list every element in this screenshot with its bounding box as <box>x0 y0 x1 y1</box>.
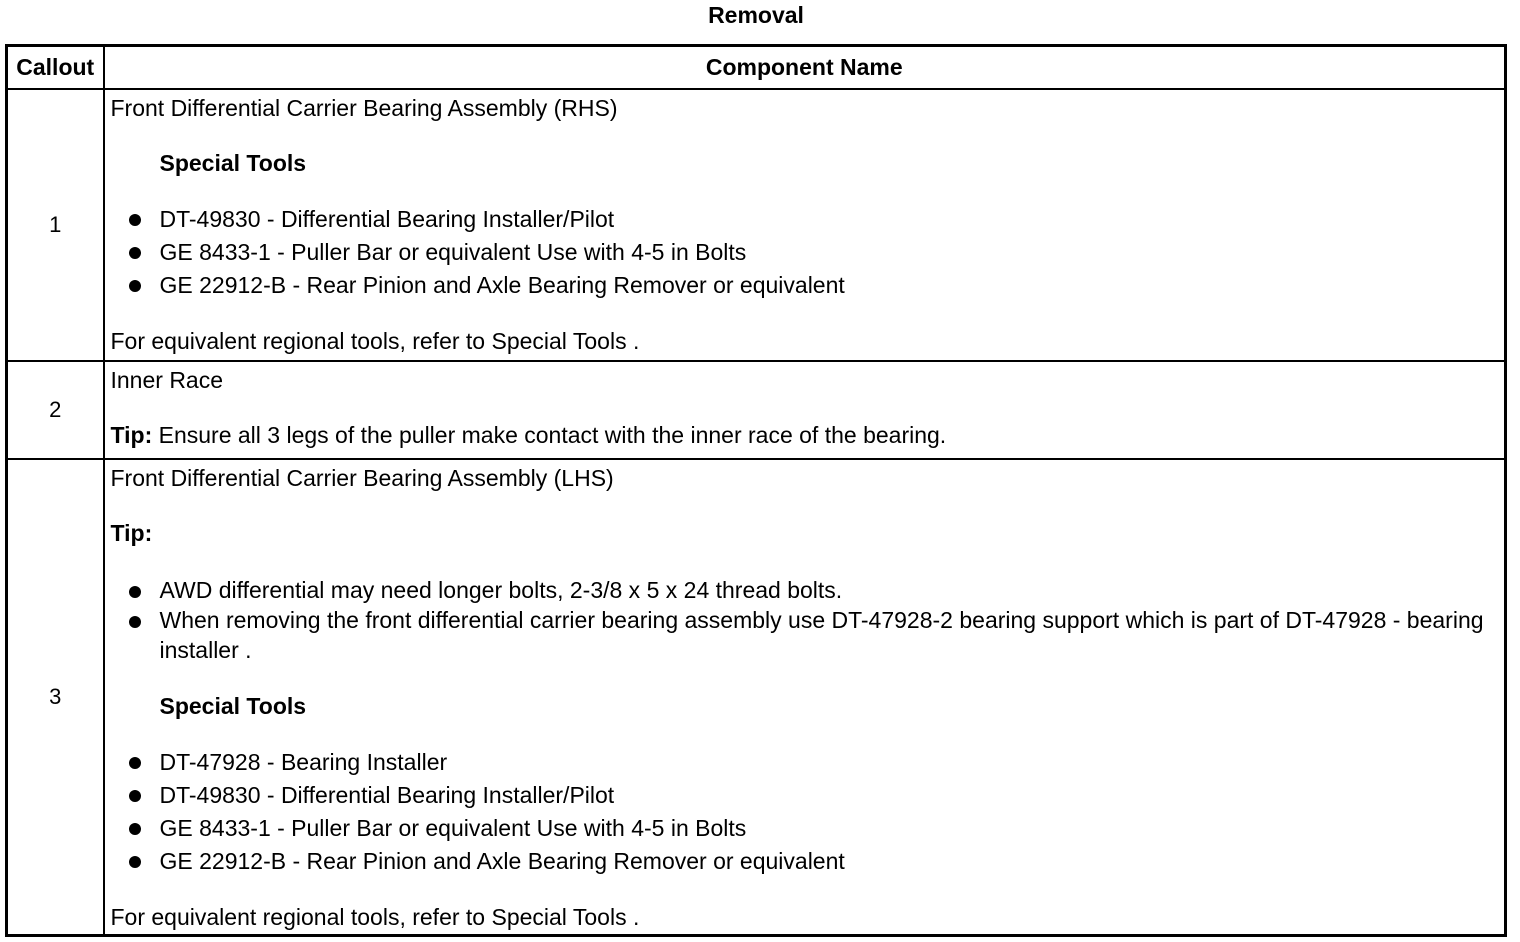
removal-table <box>5 44 1507 937</box>
special-tools-list <box>111 746 1499 878</box>
regional-tools-note: For equivalent regional tools, refer to Special Tools . <box>110 904 640 930</box>
tip-text: Ensure all 3 legs of the puller make contact with the inner race of the bearing. <box>152 422 947 448</box>
list-item: GE 22912-B - Rear Pinion and Axle Bearing Remover or equivalent <box>111 269 1499 302</box>
page-title: Removal <box>708 2 804 28</box>
column-header-callout: Callout <box>7 46 104 90</box>
callout-number: 2 <box>7 361 104 459</box>
component-cell <box>104 459 1506 936</box>
table-row <box>7 459 1506 936</box>
special-tools-heading: Special Tools <box>159 693 307 719</box>
list-item: When removing the front differential carrier bearing assembly use DT-47928-2 bearing support which is part of DT-47928 - bearing installer . <box>111 605 1499 665</box>
component-cell <box>104 89 1506 361</box>
list-item: GE 22912-B - Rear Pinion and Axle Bearing Remover or equivalent <box>111 845 1499 878</box>
list-item: DT-47928 - Bearing Installer <box>111 746 1499 779</box>
list-item: GE 8433-1 - Puller Bar or equivalent Use with 4-5 in Bolts <box>111 236 1499 269</box>
regional-tools-note: For equivalent regional tools, refer to Special Tools . <box>110 328 640 354</box>
callout-number: 1 <box>7 89 104 361</box>
list-item: GE 8433-1 - Puller Bar or equivalent Use with 4-5 in Bolts <box>111 812 1499 845</box>
list-item: DT-49830 - Differential Bearing Installer/Pilot <box>111 203 1499 236</box>
table-row <box>7 361 1506 459</box>
table-row <box>7 89 1506 361</box>
column-header-component: Component Name <box>104 46 1506 90</box>
special-tools-list <box>111 203 1499 302</box>
tip-paragraph <box>111 422 1499 449</box>
component-name: Front Differential Carrier Bearing Assembly (LHS) <box>110 465 614 491</box>
component-name: Front Differential Carrier Bearing Assembly (RHS) <box>110 95 618 121</box>
list-item: AWD differential may need longer bolts, 2-3/8 x 5 x 24 thread bolts. <box>111 575 1499 605</box>
list-item: DT-49830 - Differential Bearing Installer/Pilot <box>111 779 1499 812</box>
table-header-row <box>7 46 1506 90</box>
tips-list <box>111 575 1499 665</box>
tip-label: Tip: <box>110 520 153 546</box>
tip-label: Tip: <box>110 422 153 448</box>
component-cell <box>104 361 1506 459</box>
special-tools-heading: Special Tools <box>159 150 307 176</box>
component-name: Inner Race <box>110 367 224 393</box>
callout-number: 3 <box>7 459 104 936</box>
